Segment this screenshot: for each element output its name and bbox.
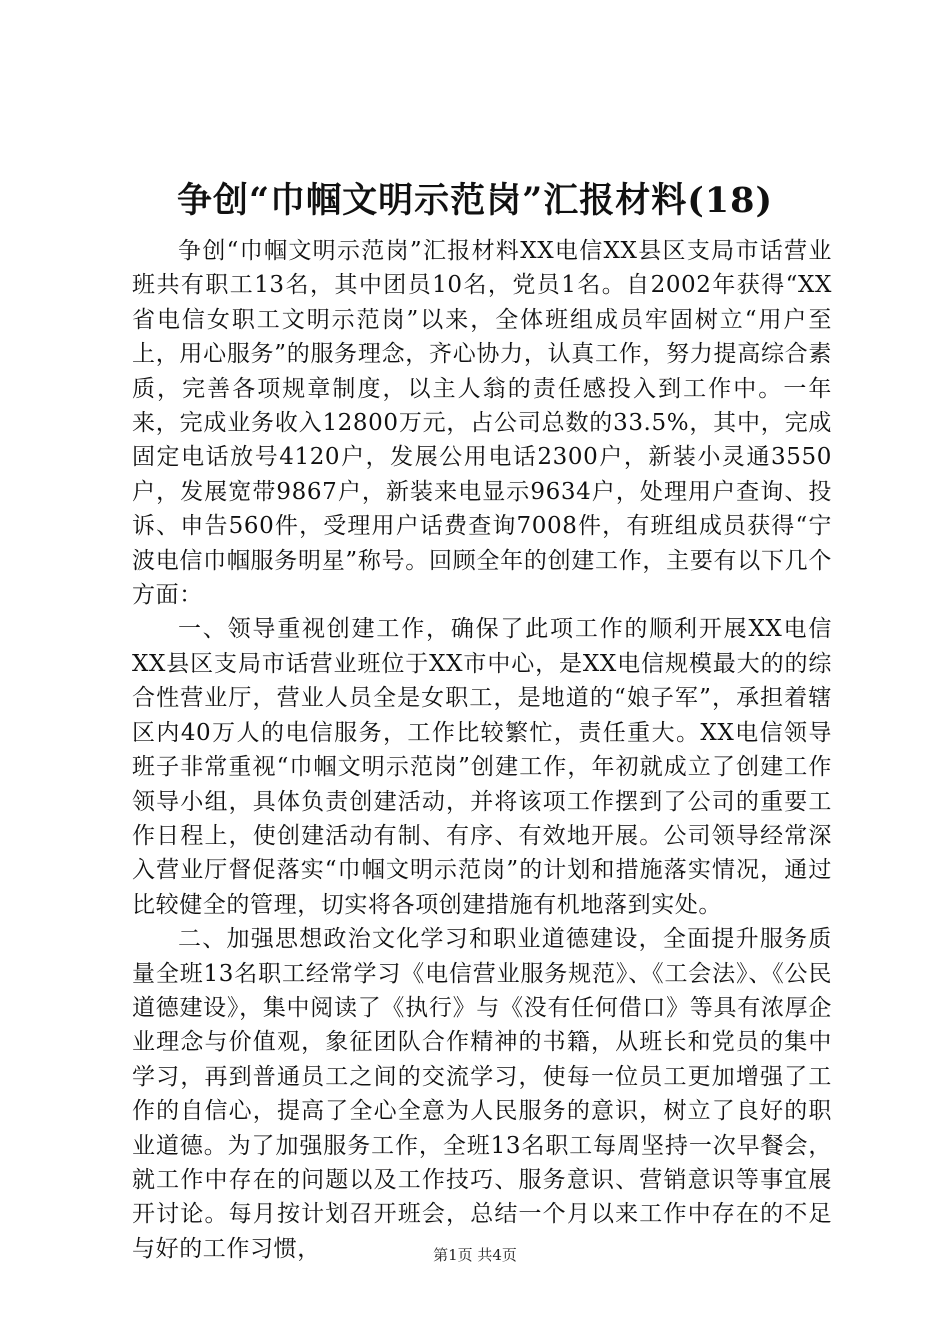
paragraph-section-2: 二、加强思想政治文化学习和职业道德建设，全面提升服务质量全班13名职工经常学习《电信营业服务规范》、《工会法》、《公民道德建设》，集中阅读了《执行》与《没有任何借口》等具有浓厚企业理念与价值观，象征团队合作精神的书籍，从班长和党员的集中学习，再到普通员工之间的交流学习，使每一位员工更加增强了工作的自信心，提高了全心全意为人民服务的意识，树立了良好的职业道德。为了加强服务工作，全班13名职工每周坚持一次早餐会，就工作中存在的问题以及工作技巧、服务意识、营销意识等事宜展开讨论。每月按计划召开班会，总结一个月以来工作中存在的不足与好的工作习惯， xyxy=(132,926,832,1262)
page-footer xyxy=(0,1245,950,1265)
paragraph-intro: 争创“巾帼文明示范岗”汇报材料XX电信XX县区支局市话营业班共有职工13名，其中团员10名，党员1名。自2002年获得“XX省电信女职工文明示范岗”以来，全体班组成员牢固树立“用户至上，用心服务”的服务理念，齐心协力，认真工作，努力提高综合素质，完善各项规章制度，以主人翁的责任感投入到工作中。一年来，完成业务收入12800万元，占公司总数的33.5%，其中，完成固定电话放号4120户，发展公用电话2300户，新装小灵通3550户，发展宽带9867户，新装来电显示9634户，处理用户查询、投诉、申告560件，受理用户话费查询7008件，有班组成员获得“宁波电信巾帼服务明星”称号。回顾全年的创建工作，主要有以下几个方面： xyxy=(132,238,832,609)
document-body xyxy=(132,234,832,1266)
page-number: 第1页 xyxy=(433,1246,473,1264)
paragraph-section-1: 一、领导重视创建工作，确保了此项工作的顺利开展XX电信XX县区支局市话营业班位于XX市中心，是XX电信规模最大的的综合性营业厅，营业人员全是女职工，是地道的“娘子军”，承担着辖区内40万人的电信服务，工作比较繁忙，责任重大。XX电信领导班子非常重视“巾帼文明示范岗”创建工作，年初就成立了创建工作领导小组，具体负责创建活动，并将该项工作摆到了公司的重要工作日程上，使创建活动有制、有序、有效地开展。公司领导经常深入营业厅督促落实“巾帼文明示范岗”的计划和措施落实情况，通过比较健全的管理，切实将各项创建措施有机地落到实处。 xyxy=(132,616,832,918)
page-total: 共4页 xyxy=(477,1246,517,1264)
document-title: 争创“巾帼文明示范岗”汇报材料(18) xyxy=(176,180,774,221)
